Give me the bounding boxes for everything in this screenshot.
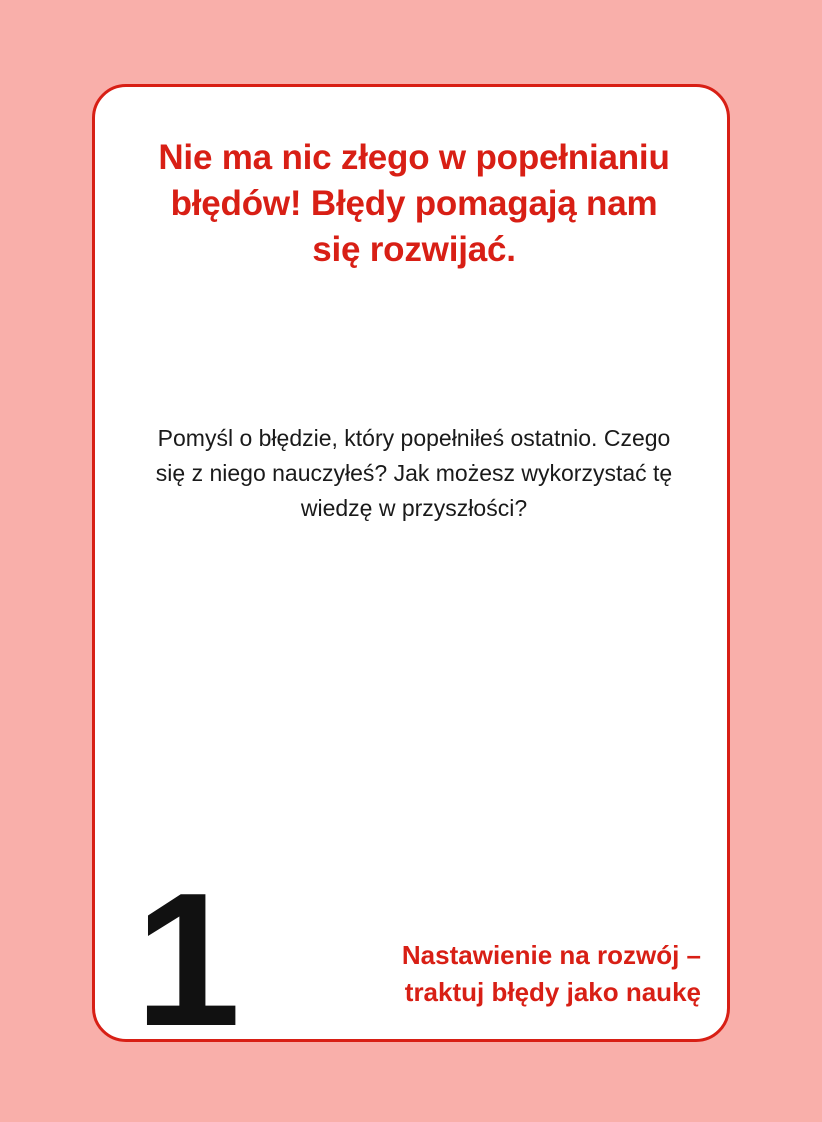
card-number: 1: [135, 854, 235, 1066]
card-content: [95, 87, 727, 1066]
card-body-text: Pomyśl o błędzie, który popełniłeś ostatnio. Czego się z niego nauczyłeś? Jak możesz wykorzystać tę wiedzę w przyszłości?: [155, 425, 673, 521]
prompt-card: [92, 84, 730, 1066]
card-category-label: Nastawienie na rozwój – traktuj błędy jako naukę: [401, 940, 701, 1008]
card-headline: Nie ma nic złego w popełnianiu błędów! Błędy pomagają nam się rozwijać.: [158, 138, 670, 270]
